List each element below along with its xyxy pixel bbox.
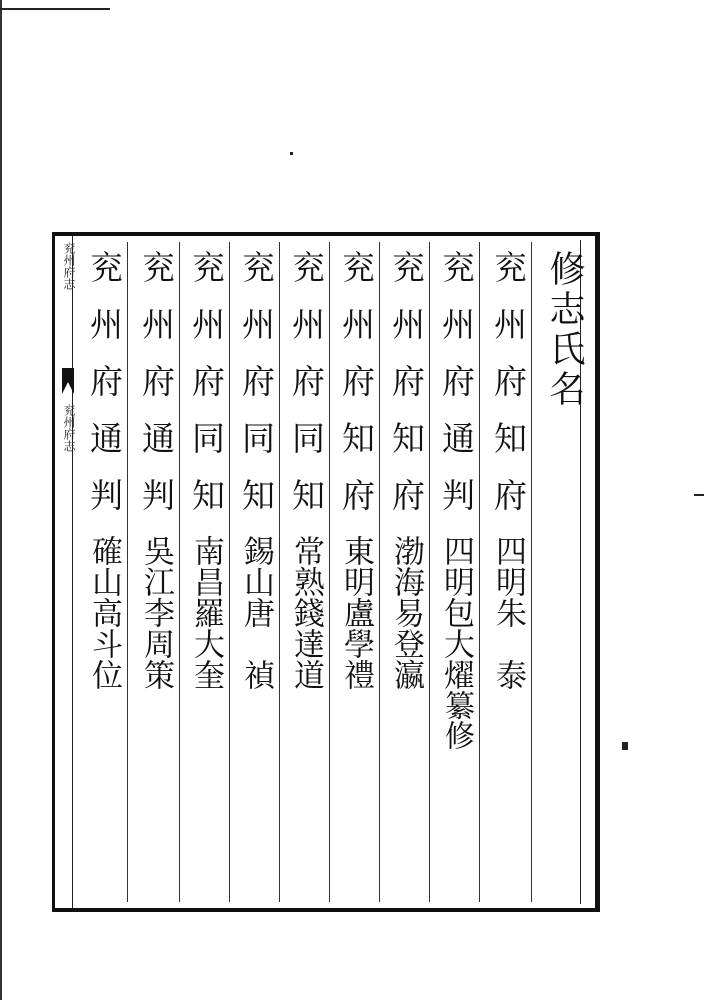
column-divider xyxy=(329,242,330,902)
official-note: 纂修 xyxy=(439,690,474,750)
official-rank: 兖州府同知 xyxy=(187,250,226,535)
page-title: 修志氏名 xyxy=(544,250,585,410)
column-divider xyxy=(229,242,230,902)
fishtail-mark-icon xyxy=(62,368,74,394)
official-entry xyxy=(133,250,179,690)
official-name: 南昌羅大奎 xyxy=(188,535,224,690)
page-left-edge xyxy=(0,0,2,1000)
official-entry xyxy=(383,250,429,690)
official-rank: 兖州府知府 xyxy=(489,250,528,535)
official-rank: 兖州府同知 xyxy=(237,250,276,535)
official-entry xyxy=(233,250,279,690)
official-rank: 兖州府知府 xyxy=(337,250,376,535)
column-divider xyxy=(179,242,180,902)
fore-edge-margin xyxy=(58,236,76,908)
official-rank: 兖州府通判 xyxy=(437,250,476,535)
column-divider xyxy=(279,242,280,902)
margin-label-mid: 兖州府志 xyxy=(62,404,76,452)
official-entry xyxy=(81,250,127,690)
official-name: 確山高斗位 xyxy=(86,535,122,690)
column-divider xyxy=(531,242,532,902)
column-divider xyxy=(479,242,480,902)
woodblock-frame xyxy=(52,232,600,912)
ink-speck xyxy=(622,742,628,750)
official-rank: 兖州府同知 xyxy=(287,250,326,535)
page-top-rule xyxy=(0,8,110,10)
ink-speck xyxy=(694,494,704,496)
column-divider xyxy=(379,242,380,902)
official-entry xyxy=(283,250,329,690)
official-rank: 兖州府知府 xyxy=(387,250,426,535)
column-divider xyxy=(127,242,128,902)
official-entry xyxy=(485,250,531,690)
column-divider xyxy=(429,242,430,902)
official-name: 吳江李周策 xyxy=(138,535,174,690)
official-entry xyxy=(433,250,479,750)
ink-speck xyxy=(290,152,293,155)
official-name: 四明包大燿 xyxy=(438,535,474,690)
margin-label-top: 兖州府志 xyxy=(62,242,76,290)
official-name: 東明盧學禮 xyxy=(338,535,374,690)
official-entry xyxy=(183,250,229,690)
official-name: 常熟錢達道 xyxy=(288,535,324,690)
official-name: 四明朱 泰 xyxy=(490,535,526,690)
official-rank: 兖州府通判 xyxy=(85,250,124,535)
official-rank: 兖州府通判 xyxy=(137,250,176,535)
official-name: 錫山唐 禎 xyxy=(238,535,274,690)
official-name: 渤海易登瀛 xyxy=(388,535,424,690)
official-entry xyxy=(333,250,379,690)
